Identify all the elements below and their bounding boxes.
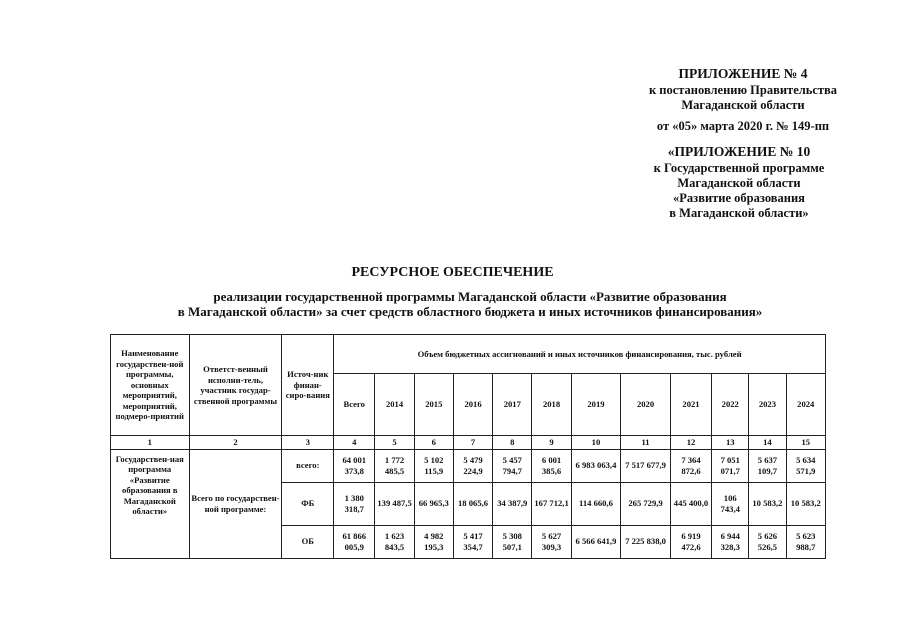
value-cell: 5 308 507,1	[493, 525, 532, 558]
column-number: 2	[189, 436, 282, 450]
col-total-header: Всего	[334, 374, 375, 436]
column-number: 12	[670, 436, 711, 450]
value-cell: 66 965,3	[414, 482, 453, 525]
year-header: 2024	[786, 374, 825, 436]
document-title: РЕСУРСНОЕ ОБЕСПЕЧЕНИЕ	[351, 265, 554, 280]
column-number: 14	[749, 436, 786, 450]
year-header: 2015	[414, 374, 453, 436]
appendix-4-line2: Магаданской области	[681, 98, 805, 112]
appendix-4-line1: к постановлению Правительства	[648, 83, 838, 97]
value-cell: 5 102 115,9	[414, 449, 453, 482]
value-cell: 6 944 328,3	[712, 525, 749, 558]
year-header: 2014	[375, 374, 414, 436]
col-volume-header: Объем бюджетных ассигнований и иных источников финансирования, тыс. рублей	[334, 335, 826, 374]
column-number: 1	[111, 436, 190, 450]
document-subtitle	[120, 289, 820, 319]
value-cell: 5 457 794,7	[493, 449, 532, 482]
column-number: 3	[282, 436, 334, 450]
value-cell: 6 983 063,4	[571, 449, 621, 482]
subtitle-line-2: в Магаданской области» за счет средств областного бюджета и иных источников финансирования»	[177, 304, 763, 319]
header-row-1	[111, 335, 826, 374]
value-cell: 1 772 485,5	[375, 449, 414, 482]
year-header: 2019	[571, 374, 621, 436]
value-cell: 1 380 318,7	[334, 482, 375, 525]
value-cell: 7 517 677,9	[621, 449, 671, 482]
column-number-row	[111, 436, 826, 450]
appendix-4-title: ПРИЛОЖЕНИЕ № 4	[678, 66, 808, 81]
value-cell: 1 623 843,5	[375, 525, 414, 558]
column-number: 4	[334, 436, 375, 450]
value-cell: 445 400,0	[670, 482, 711, 525]
value-cell: 61 866 005,9	[334, 525, 375, 558]
column-number: 10	[571, 436, 621, 450]
value-cell: 4 982 195,3	[414, 525, 453, 558]
value-cell: 6 001 385,6	[532, 449, 571, 482]
responsible-cell: Всего по государствен-ной программе:	[189, 449, 282, 558]
value-cell: 10 583,2	[786, 482, 825, 525]
col-source-header: Источ-ник финан-сиро-вания	[282, 335, 334, 436]
appendix-10-header	[629, 144, 849, 221]
column-number: 15	[786, 436, 825, 450]
value-cell: 167 712,1	[532, 482, 571, 525]
value-cell: 5 626 526,5	[749, 525, 786, 558]
column-number: 9	[532, 436, 571, 450]
year-header: 2020	[621, 374, 671, 436]
col-responsible-header: Ответст-венный исполни-тель, участник государ-ственной программы	[189, 335, 282, 436]
year-header: 2021	[670, 374, 711, 436]
value-cell: 34 387,9	[493, 482, 532, 525]
year-header: 2022	[712, 374, 749, 436]
value-cell: 106 743,4	[712, 482, 749, 525]
value-cell: 265 729,9	[621, 482, 671, 525]
appendix-10-title: «ПРИЛОЖЕНИЕ № 10	[667, 144, 811, 159]
source-cell: всего:	[282, 449, 334, 482]
value-cell: 10 583,2	[749, 482, 786, 525]
value-cell: 6 566 641,9	[571, 525, 621, 558]
table-row-total	[111, 449, 826, 482]
value-cell: 5 623 988,7	[786, 525, 825, 558]
source-cell: ФБ	[282, 482, 334, 525]
appendix-10-line2: Магаданской области	[677, 176, 801, 190]
value-cell: 5 637 109,7	[749, 449, 786, 482]
appendix-10-line3: «Развитие образования	[673, 191, 805, 205]
value-cell: 5 417 354,7	[453, 525, 492, 558]
appendix-10-line1: к Государственной программе	[653, 161, 825, 175]
value-cell: 5 627 309,3	[532, 525, 571, 558]
column-number: 6	[414, 436, 453, 450]
subtitle-line-1: реализации государственной программы Магаданской области «Развитие образования	[213, 289, 727, 304]
value-cell: 5 479 224,9	[453, 449, 492, 482]
column-number: 13	[712, 436, 749, 450]
value-cell: 18 065,6	[453, 482, 492, 525]
col-name-header: Наименование государствен-ной программы, основных мероприятий, мероприятий, подмеро-приятий	[111, 335, 190, 436]
value-cell: 64 001 373,8	[334, 449, 375, 482]
year-header: 2018	[532, 374, 571, 436]
column-number: 8	[493, 436, 532, 450]
column-number: 5	[375, 436, 414, 450]
year-header: 2016	[453, 374, 492, 436]
program-name-cell: Государствен-ная программа «Развитие образования в Магаданской области»	[111, 449, 190, 558]
column-number: 7	[453, 436, 492, 450]
year-header: 2017	[493, 374, 532, 436]
appendix-4-line3: от «05» марта 2020 г. № 149-пп	[656, 119, 830, 133]
value-cell: 6 919 472,6	[670, 525, 711, 558]
value-cell: 7 051 071,7	[712, 449, 749, 482]
resource-table	[110, 334, 826, 559]
source-cell: ОБ	[282, 525, 334, 558]
appendix-4-header	[643, 66, 843, 134]
column-number: 11	[621, 436, 671, 450]
value-cell: 7 364 872,6	[670, 449, 711, 482]
value-cell: 114 660,6	[571, 482, 621, 525]
year-header: 2023	[749, 374, 786, 436]
value-cell: 7 225 838,0	[621, 525, 671, 558]
value-cell: 139 487,5	[375, 482, 414, 525]
appendix-10-line4: в Магаданской области»	[669, 206, 809, 220]
value-cell: 5 634 571,9	[786, 449, 825, 482]
